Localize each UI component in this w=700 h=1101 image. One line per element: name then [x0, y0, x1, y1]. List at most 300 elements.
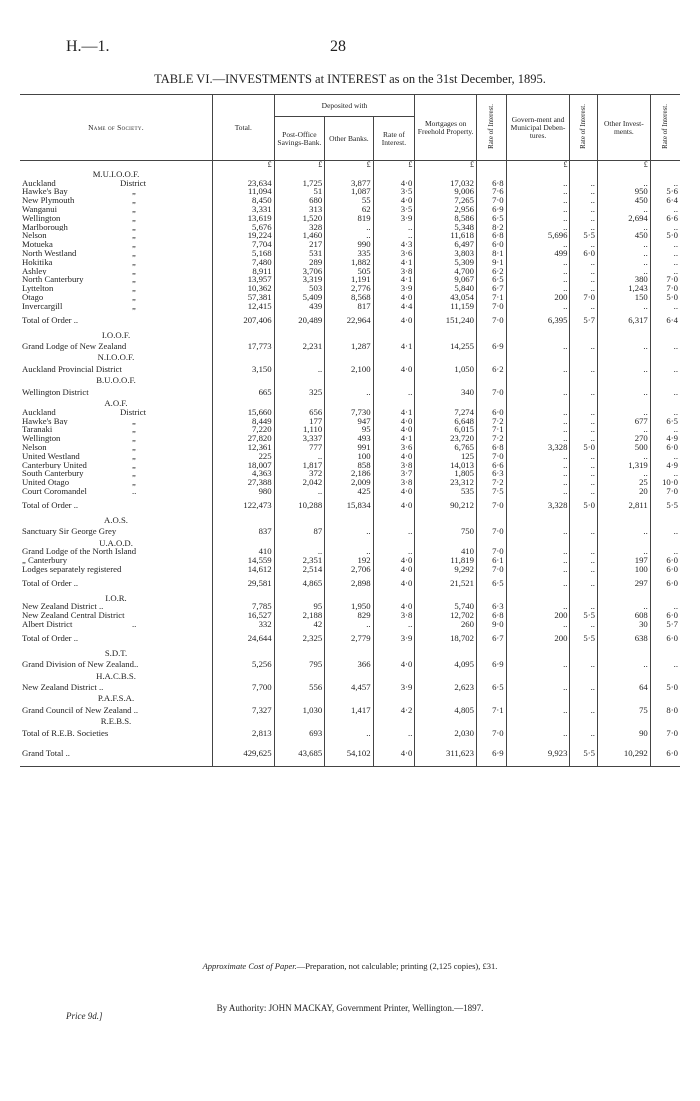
value-cell: 5·0 [650, 680, 680, 694]
value-cell: 23,312 [415, 478, 477, 487]
empty-cell [650, 694, 680, 703]
value-cell: 5·0 [570, 496, 598, 516]
empty-cell [650, 331, 680, 340]
value-cell: .. [325, 525, 373, 539]
value-cell: 429,625 [213, 740, 275, 767]
value-cell: 5·0 [650, 293, 680, 302]
empty-cell [650, 594, 680, 603]
empty-cell [274, 331, 325, 340]
value-cell: 30 [597, 620, 650, 629]
value-cell: 6,317 [597, 311, 650, 331]
empty-cell [506, 376, 570, 385]
value-cell: 380 [597, 275, 650, 284]
value-cell: 3·8 [373, 267, 415, 276]
empty-cell [213, 353, 275, 362]
value-cell: .. [373, 385, 415, 399]
value-cell: 8·2 [476, 223, 506, 232]
value-cell: 5,676 [213, 223, 275, 232]
value-cell: 777 [274, 443, 325, 452]
empty-cell [570, 399, 598, 408]
empty-cell [274, 539, 325, 548]
value-cell: .. [506, 275, 570, 284]
value-cell: .. [570, 284, 598, 293]
value-cell: 8,911 [213, 267, 275, 276]
society-label: Total of R.E.B. Societies [22, 727, 109, 738]
district-mark: „ [132, 204, 136, 214]
value-cell: 16,527 [213, 611, 275, 620]
value-cell: .. [570, 362, 598, 376]
order-total-row [20, 574, 680, 594]
society-name [20, 187, 213, 196]
value-cell: 12,702 [415, 611, 477, 620]
value-cell: 2,898 [325, 574, 373, 594]
value-cell: 10,362 [213, 284, 275, 293]
value-cell: 340 [415, 385, 477, 399]
society-label: Auckland [22, 407, 56, 417]
empty-cell [650, 672, 680, 681]
empty-cell [373, 331, 415, 340]
value-cell: 6·8 [476, 231, 506, 240]
empty-cell [506, 594, 570, 603]
value-cell: .. [650, 547, 680, 556]
empty-cell [650, 649, 680, 658]
value-cell: .. [506, 602, 570, 611]
value-cell: 950 [597, 187, 650, 196]
order-name: M.U.I.O.O.F. [92, 169, 140, 179]
value-cell: 5·5 [570, 231, 598, 240]
value-cell: 2,706 [325, 565, 373, 574]
value-cell: .. [650, 205, 680, 214]
value-cell: 6·6 [476, 461, 506, 470]
value-cell: 947 [325, 417, 373, 426]
value-cell: 410 [415, 547, 477, 556]
value-cell: 122,473 [213, 496, 275, 516]
value-cell: .. [506, 469, 570, 478]
value-cell: 7·0 [476, 302, 506, 311]
value-cell: 6·1 [476, 556, 506, 565]
district-mark: „ [132, 442, 136, 452]
empty-cell [570, 649, 598, 658]
value-cell: 7·0 [650, 275, 680, 284]
value-cell: .. [650, 525, 680, 539]
society-label: Court Coromandel [22, 486, 87, 496]
society-label: Auckland [22, 178, 56, 188]
empty-cell [476, 331, 506, 340]
empty-cell [506, 331, 570, 340]
empty-cell [476, 170, 506, 179]
value-cell: 18,702 [415, 629, 477, 649]
society-name [20, 611, 213, 620]
value-cell: .. [570, 196, 598, 205]
value-cell: 297 [597, 574, 650, 594]
value-cell: 3·8 [373, 478, 415, 487]
table-row [20, 339, 680, 353]
value-cell: 6·0 [650, 565, 680, 574]
value-cell: 6·3 [476, 469, 506, 478]
table-row [20, 302, 680, 311]
value-cell: 372 [274, 469, 325, 478]
district-mark: „ [132, 469, 136, 479]
society-label: Albert District [22, 620, 73, 629]
value-cell: 21,521 [415, 574, 477, 594]
value-cell: 7,730 [325, 408, 373, 417]
table-row [20, 284, 680, 293]
unit-row [20, 161, 680, 170]
value-cell: 10,292 [597, 740, 650, 767]
empty-cell [476, 594, 506, 603]
value-cell: .. [506, 461, 570, 470]
price-note: Price 9d.] [66, 1011, 103, 1021]
table-row [20, 525, 680, 539]
value-cell: .. [597, 205, 650, 214]
society-label: North Canterbury [22, 275, 84, 285]
value-cell: .. [650, 223, 680, 232]
table-row [20, 680, 680, 694]
value-cell: 75 [597, 703, 650, 717]
value-cell: 7·0 [476, 565, 506, 574]
value-cell: 328 [274, 223, 325, 232]
order-total-row [20, 311, 680, 331]
empty-cell [476, 516, 506, 525]
value-cell: 829 [325, 611, 373, 620]
value-cell: 6,648 [415, 417, 477, 426]
value-cell: 200 [506, 611, 570, 620]
value-cell: .. [570, 547, 598, 556]
value-cell: 1,287 [325, 339, 373, 353]
empty-cell [325, 331, 373, 340]
value-cell: 27,820 [213, 434, 275, 443]
value-cell: .. [570, 267, 598, 276]
table-row [20, 240, 680, 249]
society-label: Otago [22, 292, 44, 302]
value-cell: 43,054 [415, 293, 477, 302]
value-cell: 3,337 [274, 434, 325, 443]
society-name [20, 417, 213, 426]
order-total-row [20, 629, 680, 649]
value-cell: 64 [597, 680, 650, 694]
society-label: New Zealand Central District [22, 611, 125, 621]
society-label: Marlborough [22, 222, 68, 232]
value-cell: 2,351 [274, 556, 325, 565]
value-cell: 410 [213, 547, 275, 556]
value-cell: 499 [506, 249, 570, 258]
value-cell: .. [650, 408, 680, 417]
value-cell: 2,186 [325, 469, 373, 478]
society-name [20, 680, 213, 694]
order-name: N.I.O.O.F. [97, 353, 135, 363]
value-cell: 366 [325, 658, 373, 672]
value-cell: .. [506, 658, 570, 672]
empty-cell [325, 672, 373, 681]
value-cell: 750 [415, 525, 477, 539]
value-cell: .. [650, 362, 680, 376]
value-cell: .. [570, 258, 598, 267]
society-label: Wellington District [22, 386, 89, 397]
district-mark: „ [132, 434, 136, 443]
value-cell: 4·0 [373, 311, 415, 331]
value-cell: .. [506, 339, 570, 353]
empty-cell [213, 539, 275, 548]
value-cell: 57,381 [213, 293, 275, 302]
value-cell: .. [597, 385, 650, 399]
order-heading-row [20, 331, 680, 340]
value-cell: .. [506, 703, 570, 717]
value-cell: 289 [274, 258, 325, 267]
value-cell: .. [506, 417, 570, 426]
value-cell: .. [597, 547, 650, 556]
society-name [20, 205, 213, 214]
district-mark: „ [132, 460, 136, 470]
value-cell: .. [650, 302, 680, 311]
empty-cell [213, 170, 275, 179]
value-cell: 5·0 [650, 231, 680, 240]
value-cell: 556 [274, 680, 325, 694]
value-cell: 5·5 [570, 611, 598, 620]
empty-cell [570, 672, 598, 681]
value-cell: 2,811 [597, 496, 650, 516]
society-name [20, 293, 213, 302]
unit-cell: £ [415, 161, 477, 170]
value-cell: 14,612 [213, 565, 275, 574]
value-cell: 4·0 [373, 487, 415, 496]
table-body [20, 161, 680, 767]
value-cell: 6,497 [415, 240, 477, 249]
order-name: U.A.O.D. [99, 538, 133, 548]
value-cell: .. [274, 547, 325, 556]
value-cell: 7,265 [415, 196, 477, 205]
value-cell: 9,292 [415, 565, 477, 574]
value-cell: 151,240 [415, 311, 477, 331]
society-name [20, 629, 213, 649]
society-name [20, 302, 213, 311]
value-cell: 11,819 [415, 556, 477, 565]
empty-cell [597, 672, 650, 681]
empty-cell [325, 717, 373, 726]
value-cell: 14,559 [213, 556, 275, 565]
value-cell: .. [650, 658, 680, 672]
value-cell: 3·9 [373, 214, 415, 223]
value-cell: 439 [274, 302, 325, 311]
society-label: New Zealand District .. [22, 602, 104, 612]
value-cell: 1,050 [415, 362, 477, 376]
value-cell: .. [570, 556, 598, 565]
table-row [20, 223, 680, 232]
empty-cell [415, 539, 477, 548]
value-cell: 450 [597, 196, 650, 205]
value-cell: 4·1 [373, 275, 415, 284]
value-cell: 7·0 [476, 385, 506, 399]
value-cell: 7,700 [213, 680, 275, 694]
value-cell: 6·0 [650, 443, 680, 452]
value-cell: 6,015 [415, 425, 477, 434]
empty-cell [597, 399, 650, 408]
society-name [20, 469, 213, 478]
value-cell: 1,191 [325, 275, 373, 284]
district-mark: District [120, 178, 147, 188]
society-label: Grand Total .. [22, 747, 70, 758]
order-heading-row [20, 376, 680, 385]
table-row [20, 726, 680, 740]
value-cell: 4·0 [373, 179, 415, 188]
table-row [20, 267, 680, 276]
table-row [20, 275, 680, 284]
district-mark: District [120, 407, 147, 417]
empty-cell [373, 170, 415, 179]
value-cell: 7·0 [476, 452, 506, 461]
table-row [20, 187, 680, 196]
value-cell: .. [373, 223, 415, 232]
value-cell: .. [650, 602, 680, 611]
value-cell: 20,489 [274, 311, 325, 331]
value-cell: 535 [415, 487, 477, 496]
unit-cell: £ [373, 161, 415, 170]
table-row [20, 547, 680, 556]
value-cell: 4·1 [373, 258, 415, 267]
value-cell: .. [506, 556, 570, 565]
empty-cell [597, 649, 650, 658]
value-cell: 260 [415, 620, 477, 629]
value-cell: 90,212 [415, 496, 477, 516]
empty-cell [597, 376, 650, 385]
header-other-banks: Other Banks. [325, 117, 373, 161]
table-row [20, 362, 680, 376]
value-cell: 6·2 [476, 267, 506, 276]
district-mark: „ [132, 301, 136, 311]
empty-cell [213, 717, 275, 726]
value-cell: 7·0 [476, 311, 506, 331]
value-cell: .. [274, 362, 325, 376]
value-cell: 4·2 [373, 703, 415, 717]
value-cell: 2,776 [325, 284, 373, 293]
society-label: New Zealand District .. [22, 682, 104, 693]
empty-cell [325, 353, 373, 362]
value-cell: 7·2 [476, 434, 506, 443]
empty-cell [506, 539, 570, 548]
value-cell: 6·3 [476, 602, 506, 611]
value-cell: 5·5 [570, 740, 598, 767]
investments-table [20, 94, 680, 767]
society-label: North Westland [22, 248, 77, 258]
value-cell: .. [506, 574, 570, 594]
value-cell: .. [597, 179, 650, 188]
value-cell: 3,803 [415, 249, 477, 258]
empty-cell [213, 399, 275, 408]
header-rate-government: Rate of Interest. [570, 95, 598, 161]
value-cell: 6·5 [476, 214, 506, 223]
value-cell: .. [274, 487, 325, 496]
value-cell: .. [325, 620, 373, 629]
value-cell: 1,460 [274, 231, 325, 240]
value-cell: 4,865 [274, 574, 325, 594]
value-cell: 4·9 [650, 434, 680, 443]
value-cell: 680 [274, 196, 325, 205]
value-cell: .. [650, 179, 680, 188]
value-cell: 3·7 [373, 469, 415, 478]
society-name [20, 602, 213, 611]
empty-cell [506, 516, 570, 525]
value-cell: 7·0 [650, 726, 680, 740]
value-cell: 19,224 [213, 231, 275, 240]
cost-note: Approximate Cost of Paper.—Preparation, not calculable; printing (2,125 copies), £31. [202, 961, 498, 971]
value-cell: 991 [325, 443, 373, 452]
empty-cell [476, 399, 506, 408]
value-cell: 6·4 [650, 196, 680, 205]
value-cell: 4,700 [415, 267, 477, 276]
grand-total-row [20, 740, 680, 767]
table-row [20, 249, 680, 258]
value-cell: .. [650, 267, 680, 276]
value-cell: 503 [274, 284, 325, 293]
value-cell: 150 [597, 293, 650, 302]
value-cell: 2,231 [274, 339, 325, 353]
order-total-row [20, 496, 680, 516]
value-cell: 4·0 [373, 565, 415, 574]
value-cell: 6·8 [476, 443, 506, 452]
header-mortgages: Mortgages on Freehold Property. [415, 95, 477, 161]
value-cell: 11,094 [213, 187, 275, 196]
order-name: S.D.T. [104, 648, 128, 658]
society-label: Wellington [22, 213, 61, 223]
empty-cell [373, 353, 415, 362]
value-cell: 2,009 [325, 478, 373, 487]
society-label: Nelson [22, 442, 47, 452]
value-cell: 7·0 [476, 525, 506, 539]
empty-cell [597, 539, 650, 548]
value-cell: 1,243 [597, 284, 650, 293]
society-name [20, 726, 213, 740]
unit-name-cell [20, 161, 213, 170]
empty-cell [415, 649, 477, 658]
value-cell: .. [597, 258, 650, 267]
society-name [20, 496, 213, 516]
empty-cell [415, 170, 477, 179]
value-cell: 5·7 [570, 311, 598, 331]
value-cell: 693 [274, 726, 325, 740]
value-cell: .. [506, 547, 570, 556]
value-cell: 4·3 [373, 240, 415, 249]
value-cell: .. [597, 658, 650, 672]
empty-cell [373, 694, 415, 703]
value-cell: 817 [325, 302, 373, 311]
value-cell: 5·6 [650, 187, 680, 196]
value-cell: 608 [597, 611, 650, 620]
value-cell: 3·8 [373, 611, 415, 620]
empty-cell [597, 331, 650, 340]
value-cell: 2,514 [274, 565, 325, 574]
society-label: Hawke's Bay [22, 416, 68, 426]
value-cell: .. [570, 385, 598, 399]
value-cell: .. [597, 249, 650, 258]
society-name [20, 478, 213, 487]
order-heading-row [20, 672, 680, 681]
empty-cell [274, 717, 325, 726]
value-cell: 3·5 [373, 187, 415, 196]
value-cell: .. [506, 362, 570, 376]
value-cell: 17,773 [213, 339, 275, 353]
value-cell: .. [597, 452, 650, 461]
value-cell: 325 [274, 385, 325, 399]
table-row [20, 385, 680, 399]
empty-cell [570, 170, 598, 179]
district-mark: „ [132, 292, 136, 302]
value-cell: 1,805 [415, 469, 477, 478]
empty-cell [373, 672, 415, 681]
value-cell: 4·1 [373, 408, 415, 417]
value-cell: 100 [597, 565, 650, 574]
value-cell: 5·7 [650, 620, 680, 629]
table-row [20, 179, 680, 188]
value-cell: .. [570, 703, 598, 717]
